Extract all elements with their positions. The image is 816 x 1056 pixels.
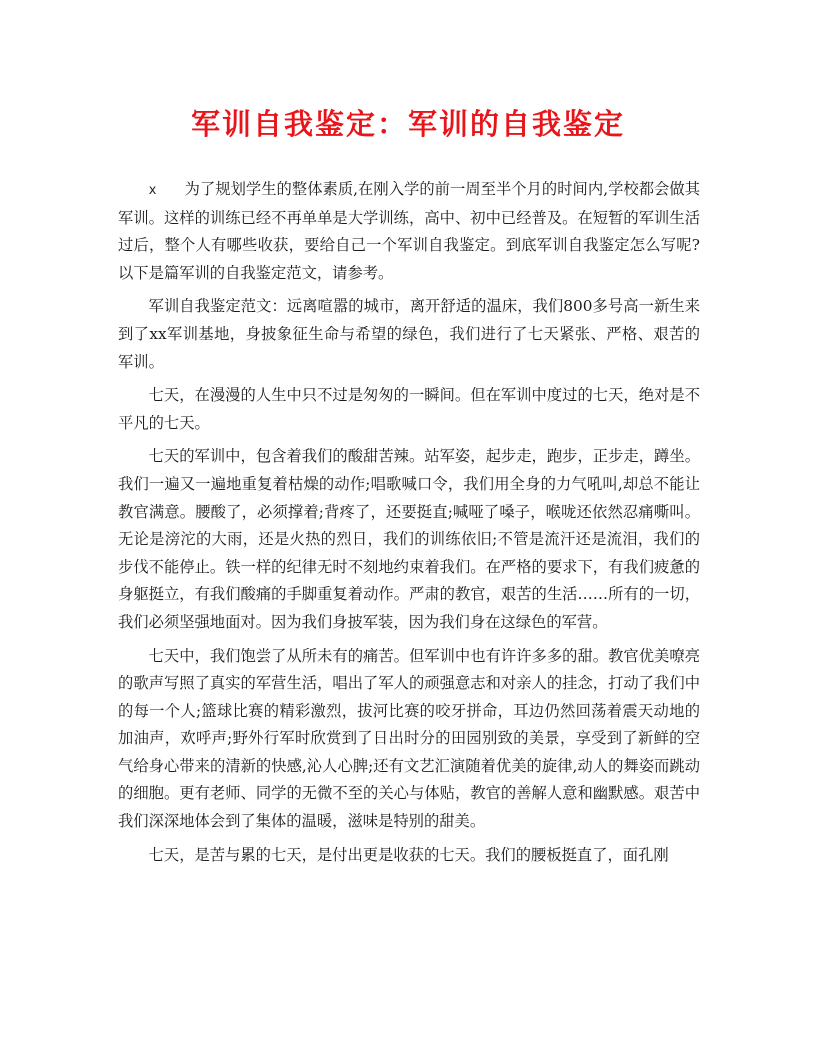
intro-marker: x — [148, 183, 157, 198]
document-body — [118, 176, 700, 875]
paragraph: 七天，在漫漫的人生中只不过是匆匆的一瞬间。但在军训中度过的七天，绝对是不平凡的七天。 — [118, 386, 700, 432]
paragraph: 七天的军训中，包含着我们的酸甜苦辣。站军姿，起步走，跑步，正步走，蹲坐。我们一遍又一遍地重复着枯燥的动作;唱歌喊口令，我们用全身的力气吼叫,却总不能让教官满意。腰酸了，必须撑着;背疼了，还要挺直;喊哑了嗓子，喉咙还依然忍痛嘶叫。无论是滂沱的大雨，还是火热的烈日，我们的训练依旧;不管是流汗还是流泪，我们的步伐不能停止。铁一样的纪律无时不刻地约束着我们。在严格的要求下，有我们疲惫的身躯挺立，有我们酸痛的手脚重复着动作。严肃的教官，艰苦的生活……所有的一切，我们必须坚强地面对。因为我们身披军装，因为我们身在这绿色的军营。 — [118, 447, 700, 631]
paragraph: 七天中，我们饱尝了从所未有的痛苦。但军训中也有许许多多的甜。教官优美嘹亮的歌声写照了真实的军营生活，唱出了军人的顽强意志和对亲人的挂念，打动了我们中的每一个人;篮球比赛的精彩激烈，拔河比赛的咬牙拼命，耳边仍然回荡着震天动地的加油声，欢呼声;野外行军时欣赏到了日出时分的田园别致的美景，享受到了新鲜的空气给身心带来的清新的快感,沁人心脾;还有文艺汇演随着优美的旋律,动人的舞姿而跳动的细胞。更有老师、同学的无微不至的关心与体贴，教官的善解人意和幽默感。艰苦中我们深深地体会到了集体的温暖，滋味是特别的甜美。 — [118, 646, 700, 831]
paragraph: 军训自我鉴定范文：远离喧嚣的城市，离开舒适的温床，我们800多号高一新生来到了xx军训基地，身披象征生命与希望的绿色，我们进行了七天紧张、严格、艰苦的军训。 — [118, 297, 700, 371]
paragraph-text: 为了规划学生的整体素质,在刚入学的前一周至半个月的时间内,学校都会做其军训。这样的训练已经不再单单是大学训练，高中、初中已经普及。在短暂的军训生活过后，整个人有哪些收获，要给自己一个军训自我鉴定。到底军训自我鉴定怎么写呢?以下是篇军训的自我鉴定范文，请参考。 — [118, 180, 700, 282]
document-title: 军训自我鉴定：军训的自我鉴定 — [190, 107, 625, 141]
paragraph: 七天，是苦与累的七天，是付出更是收获的七天。我们的腰板挺直了，面孔刚 — [148, 845, 669, 864]
paragraph-intro — [118, 176, 700, 287]
